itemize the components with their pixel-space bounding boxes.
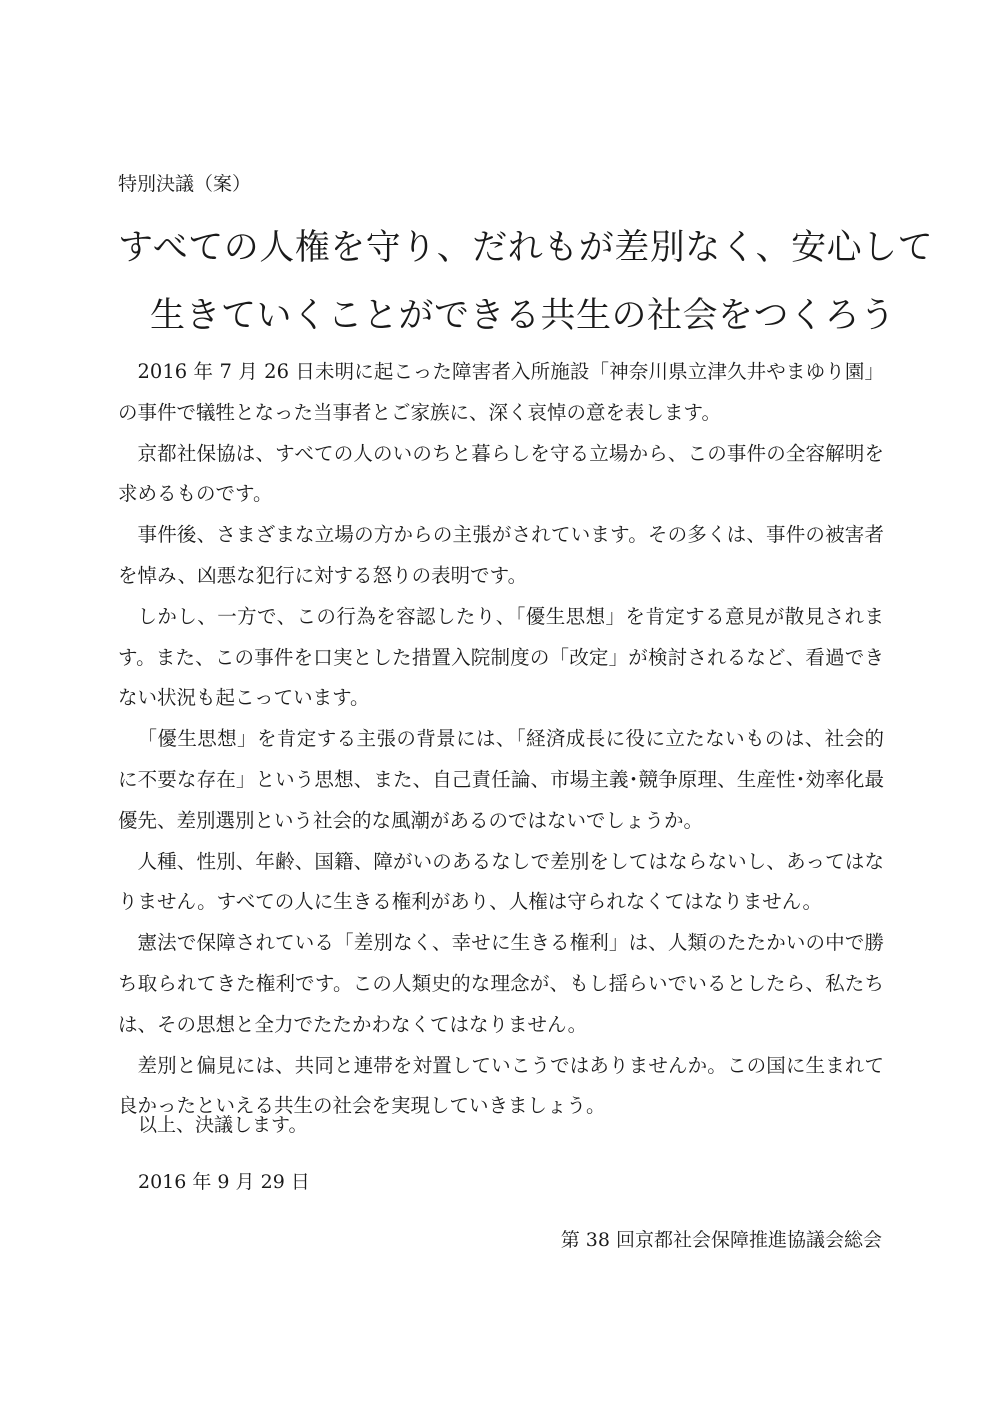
resolution-body	[118, 352, 884, 1127]
paragraph-5: 「優生思想」を肯定する主張の背景には、「経済成長に役に立たないものは、社会的に不要な存在」という思想、また、自己責任論、市場主義･競争原理、生産性･効率化最優先、差別選別という社会的な風潮があるのではないでしょうか。	[118, 727, 884, 832]
paragraph-6: 人種、性別、年齢、国籍、障がいのあるなしで差別をしてはならないし、あってはなりません。すべての人に生きる権利があり、人権は守られなくてはなりません。	[118, 849, 884, 914]
title-line-1: すべての人権を守り、だれもが差別なく、安心して	[118, 228, 934, 268]
paragraph-3: 事件後、さまざまな立場の方からの主張がされています。その多くは、事件の被害者を悼み、凶悪な犯行に対する怒りの表明です。	[118, 523, 884, 587]
paragraph-2: 京都社保協は、すべての人のいのちと暮らしを守る立場から、この事件の全容解明を求めるものです。	[118, 441, 884, 506]
resolution-date: 2016 年 9 月 29 日	[138, 1171, 310, 1193]
closing-statement: 以上、決議します。	[138, 1114, 308, 1136]
organization-name: 第 38 回京都社会保障推進協議会総会	[560, 1229, 882, 1251]
paragraph-7: 憲法で保障されている「差別なく、幸せに生きる権利」は、人類のたたかいの中で勝ち取られてきた権利です。この人類史的な理念が、もし揺らいでいるとしたら、私たちは、その思想と全力でたたかわなくてはなりません。	[118, 931, 884, 1036]
document-label: 特別決議（案）	[118, 173, 252, 195]
paragraph-1: 2016 年 7 月 26 日未明に起こった障害者入所施設「神奈川県立津久井やまゆり園」の事件で犠牲となった当事者とご家族に、深く哀悼の意を表します。	[118, 360, 884, 424]
paragraph-8: 差別と偏見には、共同と連帯を対置していこうではありませんか。この国に生まれて良かったといえる共生の社会を実現していきましょう。	[118, 1053, 884, 1118]
paragraph-4: しかし、一方で、この行為を容認したり、「優生思想」を肯定する意見が散見されます。また、この事件を口実とした措置入院制度の「改定」が検討されるなど、看過できない状況も起こっています。	[118, 604, 884, 710]
title-line-2: 生きていくことができる共生の社会をつくろう	[150, 296, 896, 336]
